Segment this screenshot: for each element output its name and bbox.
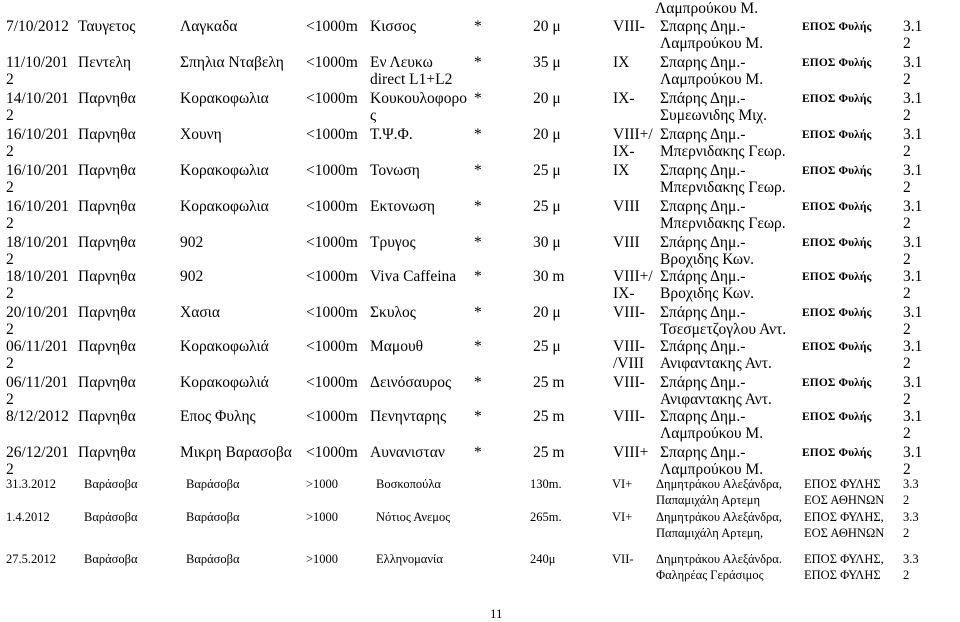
club-cell: ΕΠΟΣ Φυλής — [802, 271, 872, 283]
score-cell: 2 — [903, 321, 911, 338]
grade-cell: VIII+/ — [613, 268, 653, 285]
crag-cell: Κορακοφωλιά — [180, 338, 269, 355]
team-cell: Ανιφαντακης Αντ. — [660, 391, 772, 408]
route-cell: Τρυγος — [370, 234, 416, 251]
date-cell: 2 — [6, 251, 14, 268]
team-cell: Σπαρης Δημ.- — [660, 198, 746, 215]
altitude-cell: <1000m — [306, 444, 358, 461]
crag-cell: 902 — [180, 268, 204, 285]
club-cell: ΕΠΟΣ Φυλής — [802, 447, 872, 459]
date-cell: 7/10/2012 — [6, 18, 69, 35]
length-cell: 35 μ — [533, 54, 561, 71]
route-cell: Εκτονωση — [370, 198, 435, 215]
route-cell: Νότιος Ανεμος — [376, 510, 451, 524]
date-cell: 2 — [6, 107, 14, 124]
grade-cell: VIII — [613, 234, 640, 251]
region-cell: Παρνηθα — [78, 162, 136, 179]
mark-cell: * — [474, 338, 482, 355]
mark-cell: * — [474, 18, 482, 35]
score-cell: 3.1 — [903, 444, 923, 461]
date-cell: 14/10/201 — [6, 90, 69, 107]
date-cell: 2 — [6, 143, 14, 160]
date-cell: 2 — [6, 215, 14, 232]
length-cell: 25 m — [533, 408, 565, 425]
region-cell: Βαράσοβα — [84, 510, 138, 524]
score-cell: 3.1 — [903, 198, 923, 215]
route-cell: Μαμουθ — [370, 338, 424, 355]
score-cell: 2 — [903, 179, 911, 196]
score-cell: 3.1 — [903, 268, 923, 285]
score-cell: 3.1 — [903, 126, 923, 143]
route-cell: Κισσος — [370, 18, 416, 35]
date-cell: 26/12/201 — [6, 444, 69, 461]
score-cell: 2 — [903, 461, 911, 478]
team-cell: Σπάρης Δημ.- — [660, 374, 746, 391]
score-cell: 2 — [903, 215, 911, 232]
length-cell: 25 μ — [533, 198, 561, 215]
grade-cell: VIII- — [613, 304, 645, 321]
altitude-cell: <1000m — [306, 374, 358, 391]
route-cell: direct L1+L2 — [370, 71, 453, 88]
length-cell: 25 m — [533, 374, 565, 391]
region-cell: Παρνηθα — [78, 304, 136, 321]
crag-cell: Λαγκαδα — [180, 18, 238, 35]
length-cell: 25 μ — [533, 162, 561, 179]
club-cell: ΕΠΟΣ Φυλής — [802, 237, 872, 249]
route-cell: ς — [370, 107, 377, 124]
altitude-cell: <1000m — [306, 18, 358, 35]
score-cell: 3.1 — [903, 234, 923, 251]
date-cell: 2 — [6, 461, 14, 478]
date-cell: 2 — [6, 321, 14, 338]
score-cell: 3.1 — [903, 162, 923, 179]
route-cell: Δεινόσαυρος — [370, 374, 452, 391]
region-cell: Παρνηθα — [78, 198, 136, 215]
team-cell: Βροχιδης Κων. — [660, 285, 754, 302]
route-cell: Πενηνταρης — [370, 408, 447, 425]
altitude-cell: >1000 — [306, 477, 339, 491]
grade-cell: IX — [613, 162, 630, 179]
team-cell: Σπαρης Δημ.- — [660, 444, 746, 461]
date-cell: 2 — [6, 71, 14, 88]
team-cell: Δημητράκου Αλεξάνδρα, — [656, 510, 782, 524]
region-cell: Βαράσοβα — [84, 477, 138, 491]
route-cell: Viva Caffeina — [370, 268, 457, 285]
date-cell: 18/10/201 — [6, 234, 69, 251]
region-cell: Παρνηθα — [78, 408, 136, 425]
mark-cell: * — [474, 408, 482, 425]
mark-cell: * — [474, 126, 482, 143]
crag-cell: Χουνη — [180, 126, 222, 143]
team-cell: Μπερνιδακης Γεωρ. — [660, 143, 786, 160]
grade-cell: VIII- — [613, 374, 645, 391]
altitude-cell: <1000m — [306, 126, 358, 143]
club-cell: ΕΠΟΣ Φυλής — [802, 201, 872, 213]
length-cell: 20 μ — [533, 304, 561, 321]
score-cell: 2 — [903, 71, 911, 88]
crag-cell: 902 — [180, 234, 204, 251]
date-cell: 2 — [6, 355, 14, 372]
grade-cell: /VIII — [613, 355, 644, 372]
date-cell: 06/11/201 — [6, 374, 69, 391]
altitude-cell: <1000m — [306, 408, 358, 425]
crag-cell: Χασια — [180, 304, 220, 321]
region-cell: Ταυγετος — [78, 18, 136, 35]
team-cell: Φαληρέας Γεράσιμος — [656, 568, 764, 582]
club-cell: ΕΠΟΣ Φυλής — [802, 165, 872, 177]
team-cell: Μπερνιδακης Γεωρ. — [660, 215, 786, 232]
score-cell: 3.1 — [903, 90, 923, 107]
date-cell: 8/12/2012 — [6, 408, 69, 425]
length-cell: 30 μ — [533, 234, 561, 251]
region-cell: Πεντελη — [78, 54, 131, 71]
date-cell: 06/11/201 — [6, 338, 69, 355]
score-cell: 3.1 — [903, 18, 923, 35]
date-cell: 11/10/201 — [6, 54, 69, 71]
mark-cell: * — [474, 198, 482, 215]
team-cell: Σπαρης Δημ.- — [660, 54, 746, 71]
route-cell: Τονωση — [370, 162, 420, 179]
score-cell: 2 — [903, 568, 910, 582]
altitude-cell: <1000m — [306, 304, 358, 321]
region-cell: Παρνηθα — [78, 90, 136, 107]
team-cell: Μπερνιδακης Γεωρ. — [660, 179, 786, 196]
team-cell: Σπαρης Δημ.- — [660, 162, 746, 179]
grade-cell: VIII- — [613, 18, 645, 35]
route-cell: Κουκουλοφορο — [370, 90, 467, 107]
route-cell: Αυνανισταν — [370, 444, 445, 461]
region-cell: Βαράσοβα — [84, 552, 138, 566]
altitude-cell: >1000 — [306, 510, 339, 524]
grade-cell: VIII+/ — [613, 126, 653, 143]
route-cell: Βοσκοπούλα — [376, 477, 441, 491]
length-cell: 20 μ — [533, 126, 561, 143]
date-cell: 2 — [6, 285, 14, 302]
region-cell: Παρνηθα — [78, 444, 136, 461]
altitude-cell: >1000 — [306, 552, 339, 566]
altitude-cell: <1000m — [306, 198, 358, 215]
date-cell: 2 — [6, 179, 14, 196]
team-cell: Δημητράκου Αλεξάνδρα. — [656, 552, 782, 566]
grade-cell: VIII — [613, 198, 640, 215]
score-cell: 2 — [903, 493, 910, 507]
club-cell: ΕΟΣ ΑΘΗΝΩΝ — [804, 526, 885, 540]
route-cell: Σκυλος — [370, 304, 416, 321]
team-cell: Σπάρης Δημ.- — [660, 338, 746, 355]
club-cell: ΕΟΣ ΑΘΗΝΩΝ — [804, 493, 885, 507]
team-cell: Συμεωνιδης Μιχ. — [660, 107, 768, 124]
grade-cell: IX- — [613, 90, 635, 107]
team-cell: Ανιφαντακης Αντ. — [660, 355, 772, 372]
date-cell: 31.3.2012 — [6, 477, 56, 491]
crag-cell: Μικρη Βαρασοβα — [180, 444, 292, 461]
altitude-cell: <1000m — [306, 234, 358, 251]
score-cell: 3.1 — [903, 408, 923, 425]
region-cell: Παρνηθα — [78, 268, 136, 285]
team-cell: Σπάρης Δημ.- — [660, 90, 746, 107]
length-cell: 25 μ — [533, 338, 561, 355]
route-cell: Εν Λευκω — [370, 54, 433, 71]
date-cell: 1.4.2012 — [6, 510, 50, 524]
date-cell: 27.5.2012 — [6, 552, 56, 566]
length-cell: 240μ — [530, 552, 556, 566]
mark-cell: * — [474, 444, 482, 461]
grade-cell: VII- — [612, 552, 634, 566]
club-cell: ΕΠΟΣ Φυλής — [802, 411, 872, 423]
club-cell: ΕΠΟΣ ΦΥΛΗΣ, — [804, 552, 884, 566]
score-cell: 3.3 — [903, 552, 919, 566]
score-cell: 2 — [903, 425, 911, 442]
team-cell: Λαμπρούκου Μ. — [660, 35, 764, 52]
club-cell: ΕΠΟΣ Φυλής — [802, 307, 872, 319]
club-cell: ΕΠΟΣ ΦΥΛΗΣ — [804, 477, 881, 491]
team-cell: Σπάρης Δημ.- — [660, 234, 746, 251]
crag-cell: Επος Φυλης — [180, 408, 256, 425]
team-cell: Τσεσμετζογλου Αντ. — [660, 321, 787, 338]
score-cell: 2 — [903, 107, 911, 124]
route-cell: Ελληνομανία — [376, 552, 443, 566]
crag-cell: Σπηλια Νταβελη — [180, 54, 284, 71]
length-cell: 265m. — [530, 510, 562, 524]
length-cell: 20 μ — [533, 90, 561, 107]
team-cell: Σπάρης Δημ.- — [660, 304, 746, 321]
score-cell: 2 — [903, 391, 911, 408]
crag-cell: Κορακοφωλια — [180, 90, 269, 107]
crag-cell: Βαράσοβα — [186, 552, 240, 566]
team-cell: Παπαμιχάλη Αρτεμη, — [656, 526, 764, 540]
score-cell: 3.3 — [903, 477, 919, 491]
altitude-cell: <1000m — [306, 338, 358, 355]
grade-cell: VIII+ — [613, 444, 649, 461]
team-cell: Παπαμιχάλη Αρτεμη — [656, 493, 761, 507]
score-cell: 3.1 — [903, 54, 923, 71]
club-cell: ΕΠΟΣ Φυλής — [802, 129, 872, 141]
region-cell: Παρνηθα — [78, 374, 136, 391]
length-cell: 20 μ — [533, 18, 561, 35]
altitude-cell: <1000m — [306, 162, 358, 179]
mark-cell: * — [474, 268, 482, 285]
length-cell: 30 m — [533, 268, 565, 285]
club-cell: ΕΠΟΣ ΦΥΛΗΣ, — [804, 510, 884, 524]
score-cell: 3.1 — [903, 338, 923, 355]
region-cell: Παρνηθα — [78, 338, 136, 355]
team-cell: Σπαρης Δημ.- — [660, 126, 746, 143]
grade-cell: VIII- — [613, 338, 645, 355]
score-cell: 3.1 — [903, 374, 923, 391]
region-cell: Παρνηθα — [78, 234, 136, 251]
crag-cell: Βαράσοβα — [186, 510, 240, 524]
score-cell: 2 — [903, 35, 911, 52]
score-cell: 2 — [903, 526, 910, 540]
route-cell: Τ.Ψ.Φ. — [370, 126, 413, 143]
score-cell: 3.3 — [903, 510, 919, 524]
length-cell: 25 m — [533, 444, 565, 461]
mark-cell: * — [474, 162, 482, 179]
team-cell: Σπαρης Δημ.- — [660, 408, 746, 425]
mark-cell: * — [474, 54, 482, 71]
score-cell: 2 — [903, 355, 911, 372]
team-cell: Λαμπρούκου Μ. — [660, 425, 764, 442]
region-cell: Παρνηθα — [78, 126, 136, 143]
mark-cell: * — [474, 304, 482, 321]
grade-cell: IX- — [613, 285, 635, 302]
team-cell: Σπάρης Δημ.- — [660, 268, 746, 285]
team-cell: Σπαρης Δημ.- — [660, 18, 746, 35]
club-cell: ΕΠΟΣ Φυλής — [802, 21, 872, 33]
page-number: 11 — [490, 606, 503, 621]
club-cell: ΕΠΟΣ Φυλής — [802, 93, 872, 105]
crag-cell: Κορακοφωλιά — [180, 374, 269, 391]
mark-cell: * — [474, 90, 482, 107]
length-cell: 130m. — [530, 477, 562, 491]
mark-cell: * — [474, 234, 482, 251]
club-cell: ΕΠΟΣ ΦΥΛΗΣ — [804, 568, 881, 582]
date-cell: 2 — [6, 391, 14, 408]
date-cell: 18/10/201 — [6, 268, 69, 285]
date-cell: 16/10/201 — [6, 162, 69, 179]
crag-cell: Βαράσοβα — [186, 477, 240, 491]
team-cell: Λαμπρούκου Μ. — [660, 461, 764, 478]
altitude-cell: <1000m — [306, 268, 358, 285]
grade-cell: VIII- — [613, 408, 645, 425]
altitude-cell: <1000m — [306, 90, 358, 107]
team-cell: Βροχιδης Κων. — [660, 251, 754, 268]
score-cell: 2 — [903, 143, 911, 160]
team-cell: Λαμπρούκου Μ. — [660, 71, 764, 88]
grade-cell: IX- — [613, 143, 635, 160]
date-cell: 16/10/201 — [6, 198, 69, 215]
score-cell: 3.1 — [903, 304, 923, 321]
grade-cell: VI+ — [612, 510, 633, 524]
mark-cell: * — [474, 374, 482, 391]
club-cell: ΕΠΟΣ Φυλής — [802, 341, 872, 353]
team-cell: Δημητράκου Αλεξάνδρα, — [656, 477, 782, 491]
club-cell: ΕΠΟΣ Φυλής — [802, 377, 872, 389]
crag-cell: Κορακοφωλια — [180, 198, 269, 215]
date-cell: 16/10/201 — [6, 126, 69, 143]
crag-cell: Κορακοφωλια — [180, 162, 269, 179]
score-cell: 2 — [903, 251, 911, 268]
club-cell: ΕΠΟΣ Φυλής — [802, 57, 872, 69]
altitude-cell: <1000m — [306, 54, 358, 71]
date-cell: 20/10/201 — [6, 304, 69, 321]
top-author-carryover: Λαμπρούκου Μ. — [655, 0, 759, 17]
grade-cell: IX — [613, 54, 630, 71]
grade-cell: VI+ — [612, 477, 633, 491]
score-cell: 2 — [903, 285, 911, 302]
